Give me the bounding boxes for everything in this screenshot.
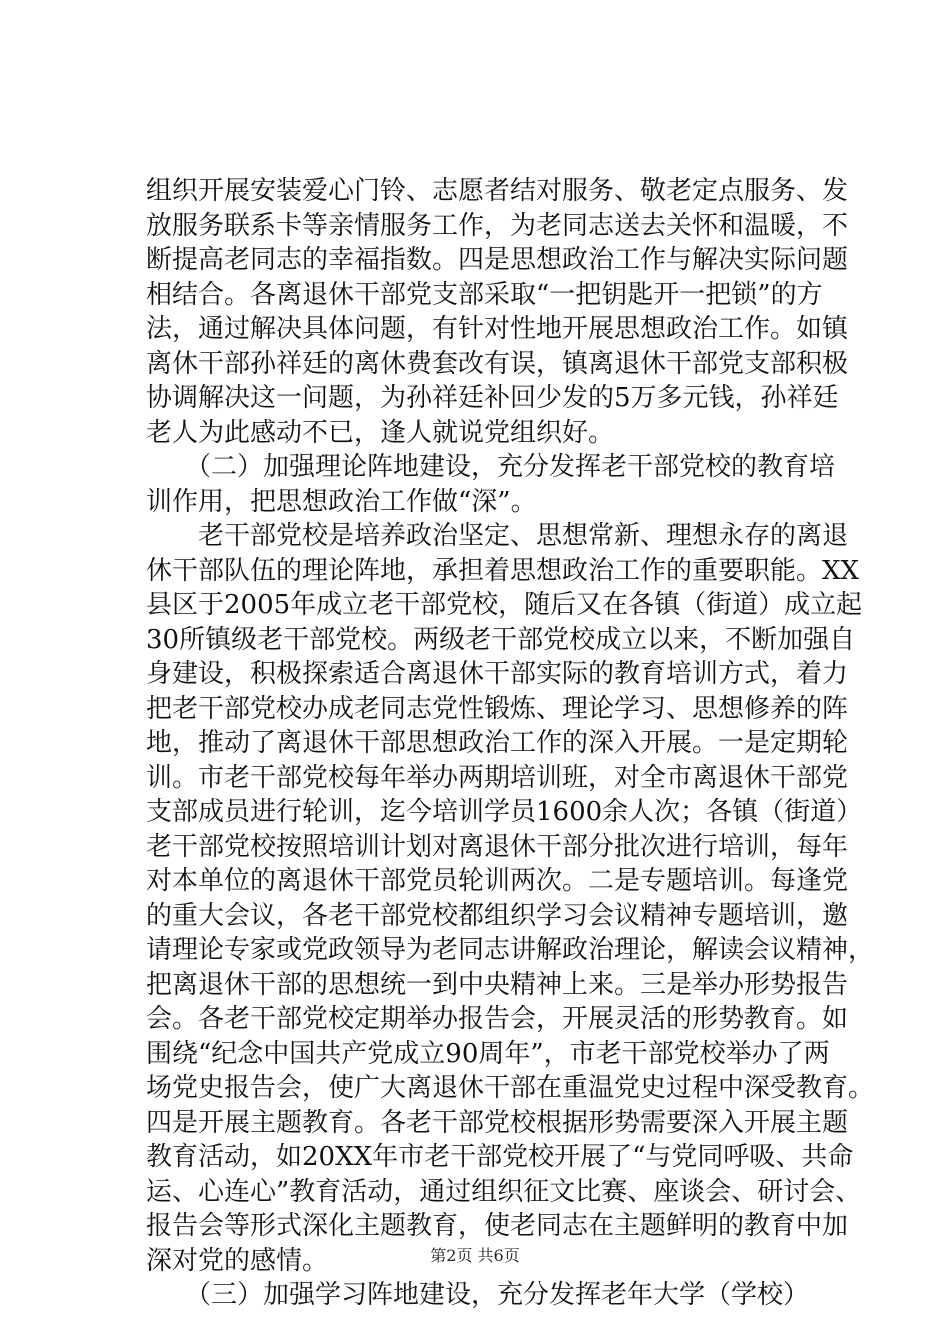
text-line: 四是开展主题教育。各老干部党校根据形势需要深入开展主题 [146, 1107, 849, 1138]
document-body [146, 174, 875, 1313]
section-heading-line: （三）加强学习阵地建设，充分发挥老年大学（学校） [146, 1280, 810, 1310]
text-line: 训。市老干部党校每年举办两期培训班，对全市离退休干部党 [146, 762, 849, 793]
text-line: 协调解决这一问题，为孙祥廷补回少发的5万多元钱，孙祥廷 [146, 383, 839, 413]
text-line: 断提高老同志的幸福指数。四是思想政治工作与解决实际问题 [146, 245, 849, 275]
text-line: 老人为此感动不已，逢人就说党组织好。 [146, 417, 615, 448]
text-line: 报告会等形式深化主题教育，使老同志在主题鲜明的教育中加 [146, 1211, 849, 1241]
text-line: 教育活动，如20XX年市老干部党校开展了“与党同呼吸、共命 [146, 1142, 854, 1172]
text-line: 支部成员进行轮训，迄今培训学员1600余人次；各镇（街道） [146, 797, 863, 827]
text-line: 组织开展安装爱心门铃、志愿者结对服务、敬老定点服务、发 [146, 176, 849, 206]
text-line: 把老干部党校办成老同志党性锻炼、理论学习、思想修养的阵 [146, 693, 849, 724]
text-line: 相结合。各离退休干部党支部采取“一把钥匙开一把锁”的方 [146, 279, 823, 310]
text-line: 身建设，积极探索适合离退休干部实际的教育培训方式，着力 [146, 659, 849, 689]
text-line: 运、心连心”教育活动，通过组织征文比赛、座谈会、研讨会、 [146, 1176, 862, 1207]
text-line: 老干部党校按照培训计划对离退休干部分批次进行培训，每年 [146, 831, 849, 862]
text-line: 法，通过解决具体问题，有针对性地开展思想政治工作。如镇 [146, 314, 849, 344]
text-line: 把离退休干部的思想统一到中央精神上来。三是举办形势报告 [146, 969, 849, 1000]
text-line: 县区于2005年成立老干部党校，随后又在各镇（街道）成立起 [146, 590, 863, 620]
page-number-footer: 第2页 共6页 [430, 1246, 520, 1265]
text-line: 离休干部孙祥廷的离休费套改有误，镇离退休干部党支部积极 [146, 348, 849, 379]
text-line: 请理论专家或党政领导为老同志讲解政治理论，解读会议精神， [146, 935, 875, 965]
text-line: 场党史报告会，使广大离退休干部在重温党史过程中深受教育。 [146, 1073, 875, 1103]
text-line: 老干部党校是培养政治坚定、思想常新、理想永存的离退 [146, 521, 849, 551]
section-heading-line: （二）加强理论阵地建设，充分发挥老干部党校的教育培 [146, 452, 836, 482]
text-line: 深对党的感情。 [146, 1245, 329, 1276]
text-line: 30所镇级老干部党校。两级老干部党校成立以来，不断加强自 [146, 624, 856, 655]
text-line: 会。各老干部党校定期举办报告会，开展灵活的形势教育。如 [146, 1004, 849, 1034]
text-line: 的重大会议，各老干部党校都组织学习会议精神专题培训，邀 [146, 900, 849, 931]
text-line: 休干部队伍的理论阵地，承担着思想政治工作的重要职能。XX [146, 555, 860, 586]
text-line: 放服务联系卡等亲情服务工作，为老同志送去关怀和温暖，不 [146, 210, 849, 241]
text-line: 围绕“纪念中国共产党成立90周年”，市老干部党校举办了两 [146, 1038, 830, 1069]
section-heading-line: 训作用，把思想政治工作做“深”。 [146, 486, 537, 517]
text-line: 地，推动了离退休干部思想政治工作的深入开展。一是定期轮 [146, 728, 849, 758]
text-line: 对本单位的离退休干部党员轮训两次。二是专题培训。每逢党 [146, 866, 849, 896]
